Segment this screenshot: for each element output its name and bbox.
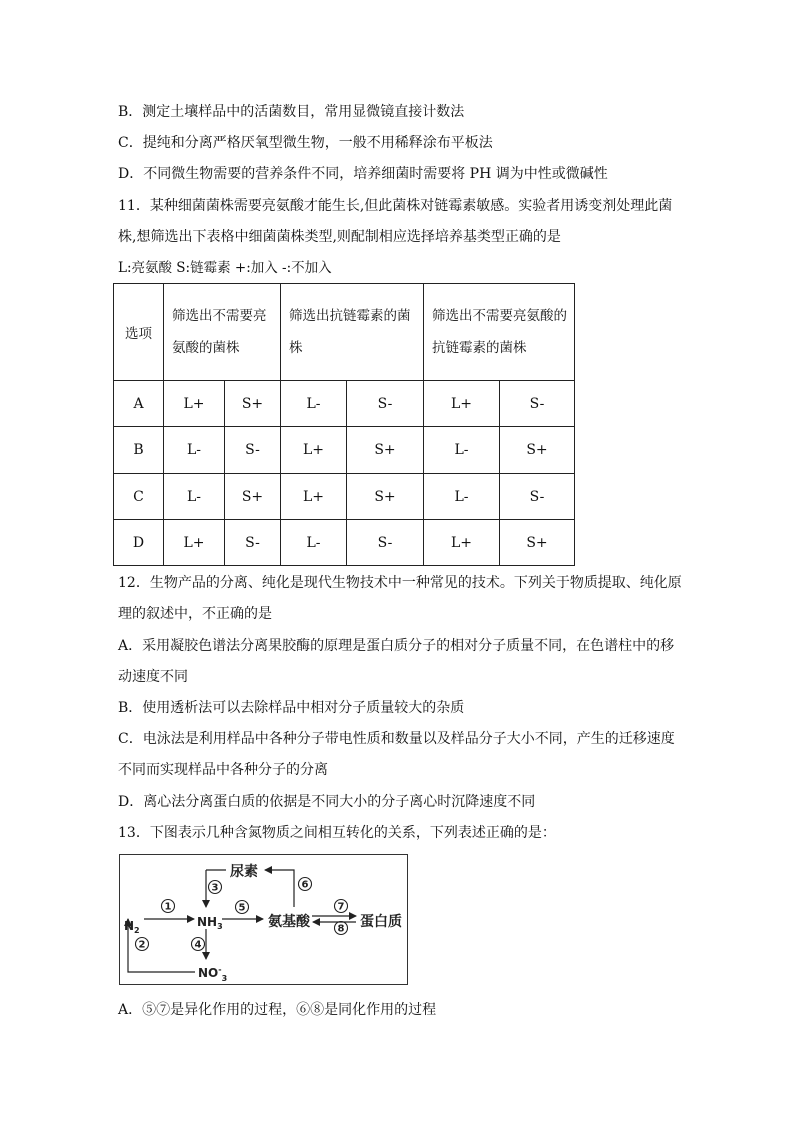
cell: L+ <box>281 474 347 520</box>
table-row <box>114 474 575 520</box>
step-1-marker <box>162 900 175 913</box>
cell: L+ <box>424 520 500 566</box>
q12-option-b: B．使用透析法可以去除样品中相对分子质量较大的杂质 <box>118 700 465 716</box>
amino-acid-label: 氨基酸 <box>268 914 310 930</box>
q11-stem-line2: 株,想筛选出下表格中细菌菌株类型,则配制相应选择培养基类型正确的是 <box>118 229 561 245</box>
step-1-number: 1 <box>164 901 172 913</box>
step-8-marker <box>335 922 348 935</box>
q11-legend: L:亮氨酸 S:链霉素 +:加入 -:不加入 <box>118 260 332 276</box>
q11-options-table <box>113 283 575 566</box>
header-no-leucine <box>164 284 281 381</box>
q13-stem: 13．下图表示几种含氮物质之间相互转化的关系，下列表述正确的是： <box>118 825 556 841</box>
q11-stem-line1: 11．某种细菌菌株需要亮氨酸才能生长,但此菌株对链霉素敏感。实验者用诱变剂处理此菌 <box>118 198 673 214</box>
table-row <box>114 381 575 427</box>
step-4-marker <box>192 938 205 951</box>
cell: S- <box>500 474 575 520</box>
step-4-number: 4 <box>194 939 202 951</box>
cell: L+ <box>164 520 225 566</box>
q12-option-c-line2: 不同而实现样品中各种分子的分离 <box>118 762 328 778</box>
header-streptomycin-resistant <box>281 284 424 381</box>
cell: S- <box>347 520 424 566</box>
q12-option-a-line1: A．采用凝胶色谱法分离果胶酶的原理是蛋白质分子的相对分子质量不同，在色谱柱中的移 <box>118 638 675 654</box>
diagram-svg <box>120 855 409 986</box>
no3-label <box>198 965 227 983</box>
row-option: B <box>114 427 164 474</box>
nh3-label <box>197 915 223 931</box>
cell: L+ <box>164 381 225 427</box>
cell: L- <box>164 427 225 474</box>
q13-option-a: A．⑤⑦是异化作用的过程，⑥⑧是同化作用的过程 <box>118 1002 437 1018</box>
cell: L- <box>281 381 347 427</box>
cell: S- <box>347 381 424 427</box>
q12-stem-line2: 理的叙述中，不正确的是 <box>118 606 272 622</box>
nh3-subscript: 3 <box>217 922 223 931</box>
row-option: C <box>114 474 164 520</box>
nitrogen-conversion-diagram <box>119 854 408 985</box>
table-row <box>114 427 575 474</box>
q12-stem-line1: 12．生物产品的分离、纯化是现代生物技术中一种常见的技术。下列关于物质提取、纯化原 <box>118 575 682 591</box>
q10-option-d: D．不同微生物需要的营养条件不同，培养细菌时需要将 PH 调为中性或微碱性 <box>118 166 608 182</box>
header-streptomycin-line1: 筛选出抗链霉素的菌 <box>289 308 411 324</box>
q12-option-d: D．离心法分离蛋白质的依据是不同大小的分子离心时沉降速度不同 <box>118 794 536 810</box>
cell: L- <box>424 474 500 520</box>
header-option: 选项 <box>114 284 164 381</box>
header-no-leucine-line1: 筛选出不需要亮 <box>172 308 267 324</box>
cell: S+ <box>500 520 575 566</box>
step-6-number: 6 <box>301 879 309 891</box>
cell: S- <box>225 520 281 566</box>
cell: L- <box>424 427 500 474</box>
no3-label-text: NO <box>198 966 219 980</box>
q12-option-c-line1: C．电泳法是利用样品中各种分子带电性质和数量以及样品分子大小不同，产生的迁移速度 <box>118 731 675 747</box>
step-5-marker <box>236 901 249 914</box>
no3-subscript: 3 <box>221 974 228 983</box>
step-7-marker <box>335 900 348 913</box>
cell: S+ <box>225 474 281 520</box>
row-option: A <box>114 381 164 427</box>
step-2-number: 2 <box>138 939 146 951</box>
line-amino-to-urea <box>266 870 294 907</box>
step-5-number: 5 <box>238 902 246 914</box>
step-2-marker <box>136 938 149 951</box>
cell: S- <box>500 381 575 427</box>
header-no-leucine-line2: 氨酸的菌株 <box>172 340 240 356</box>
table-header-row <box>114 284 575 381</box>
cell: L- <box>164 474 225 520</box>
header-both-line1: 筛选出不需要亮氨酸的 <box>432 308 567 324</box>
row-option: D <box>114 520 164 566</box>
step-7-number: 7 <box>337 901 345 913</box>
urea-label: 尿素 <box>230 864 258 880</box>
header-both-line2: 抗链霉素的菌株 <box>432 340 527 356</box>
cell: S+ <box>500 427 575 474</box>
step-6-marker <box>299 878 312 891</box>
cell: S+ <box>225 381 281 427</box>
n2-label <box>124 919 140 935</box>
cell: L+ <box>281 427 347 474</box>
cell: L+ <box>424 381 500 427</box>
cell: S+ <box>347 474 424 520</box>
no3-superscript: - <box>218 965 222 974</box>
q10-option-c: C．提纯和分离严格厌氧型微生物，一般不用稀释涂布平板法 <box>118 135 493 151</box>
cell: L- <box>281 520 347 566</box>
step-8-number: 8 <box>337 923 345 935</box>
protein-label: 蛋白质 <box>360 914 402 930</box>
nh3-label-text: NH <box>197 915 218 929</box>
q10-option-b: B．测定土壤样品中的活菌数目，常用显微镜直接计数法 <box>118 104 465 120</box>
cell: S- <box>225 427 281 474</box>
header-streptomycin-line2: 株 <box>289 340 303 356</box>
n2-subscript: 2 <box>134 926 140 935</box>
header-both <box>424 284 575 381</box>
table-row <box>114 520 575 566</box>
step-3-number: 3 <box>211 882 219 894</box>
step-3-marker <box>209 881 222 894</box>
n2-label-text: N <box>124 919 135 933</box>
q12-option-a-line2: 动速度不同 <box>118 669 188 685</box>
cell: S+ <box>347 427 424 474</box>
